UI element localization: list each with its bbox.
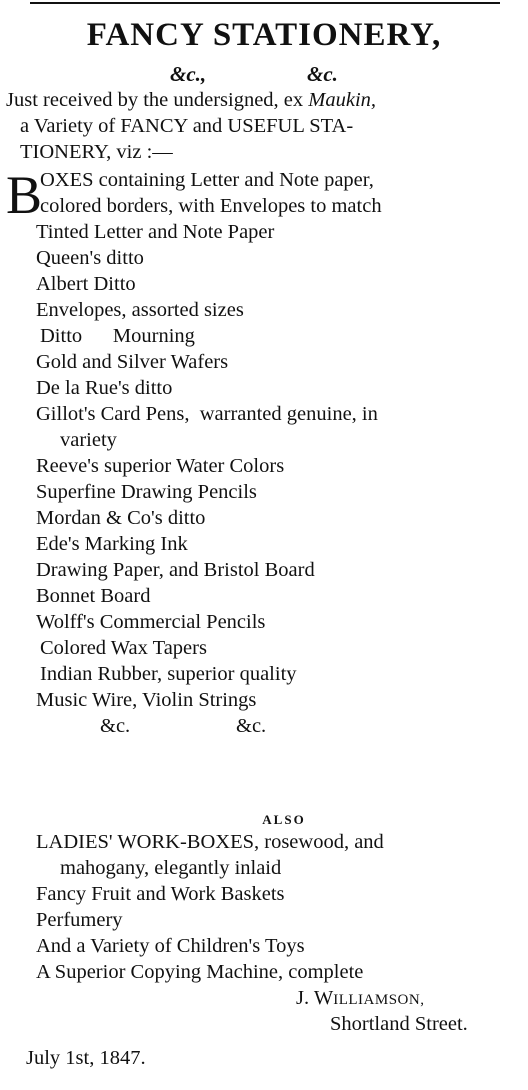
list-item: Perfumery bbox=[36, 909, 123, 931]
date-line: July 1st, 1847. bbox=[26, 1047, 146, 1069]
intro-text: Just received by the undersigned, ex bbox=[6, 89, 309, 111]
signature-name bbox=[296, 986, 424, 1012]
drop-cap: B bbox=[6, 165, 43, 225]
list-item: LADIES' WORK-BOXES, rosewood, and bbox=[36, 831, 384, 853]
list-item: Tinted Letter and Note Paper bbox=[36, 221, 275, 243]
list-item: Music Wire, Violin Strings bbox=[36, 689, 257, 711]
etc-left: &c., bbox=[170, 62, 207, 86]
list-item: Wolff's Commercial Pencils bbox=[36, 611, 266, 633]
list-item: Queen's ditto bbox=[36, 247, 144, 269]
first-item-line-1: OXES containing Letter and Note paper, bbox=[40, 169, 374, 191]
list-item: Mordan & Co's ditto bbox=[36, 507, 206, 529]
list-item: Superfine Drawing Pencils bbox=[36, 481, 257, 503]
list-item: Albert Ditto bbox=[36, 273, 136, 295]
list-item: And a Variety of Children's Toys bbox=[36, 935, 305, 957]
signature-address: Shortland Street. bbox=[330, 1013, 468, 1035]
etc-row bbox=[0, 60, 528, 88]
list-item: Colored Wax Tapers bbox=[40, 637, 207, 659]
list-item: Drawing Paper, and Bristol Board bbox=[36, 559, 315, 581]
first-item-line-2: colored borders, with Envelopes to match bbox=[40, 195, 382, 217]
etc-pair-right: &c. bbox=[236, 715, 267, 737]
list-item: Reeve's superior Water Colors bbox=[36, 455, 285, 477]
list-item: Bonnet Board bbox=[36, 585, 151, 607]
intro-line-1 bbox=[6, 88, 376, 112]
ship-name: Maukin, bbox=[308, 89, 377, 111]
list-item: Envelopes, assorted sizes bbox=[36, 299, 244, 321]
also-heading: ALSO bbox=[262, 812, 306, 827]
list-item: De la Rue's ditto bbox=[36, 377, 173, 399]
etc-pair-left: &c. bbox=[100, 715, 131, 737]
list-item: Ditto Mourning bbox=[40, 325, 195, 347]
intro-line-2: a Variety of FANCY and USEFUL STA- bbox=[20, 115, 354, 137]
signature-initial: J. W bbox=[296, 987, 334, 1009]
advertisement-title: FANCY STATIONERY, bbox=[86, 17, 442, 53]
list-item: Fancy Fruit and Work Baskets bbox=[36, 883, 285, 905]
list-item: A Superior Copying Machine, complete bbox=[36, 961, 364, 983]
top-rule bbox=[30, 2, 500, 4]
signature-surname: ILLIAMSON, bbox=[333, 992, 425, 1008]
list-item-continuation: mahogany, elegantly inlaid bbox=[60, 857, 282, 879]
list-item-continuation: variety bbox=[60, 429, 117, 451]
list-item: Gold and Silver Wafers bbox=[36, 351, 229, 373]
list-item: Ede's Marking Ink bbox=[36, 533, 188, 555]
list-item: Indian Rubber, superior quality bbox=[40, 663, 297, 685]
intro-line-3: TIONERY, viz :— bbox=[20, 141, 173, 163]
etc-right: &c. bbox=[307, 62, 338, 86]
list-item: Gillot's Card Pens, warranted genuine, in bbox=[36, 403, 378, 425]
